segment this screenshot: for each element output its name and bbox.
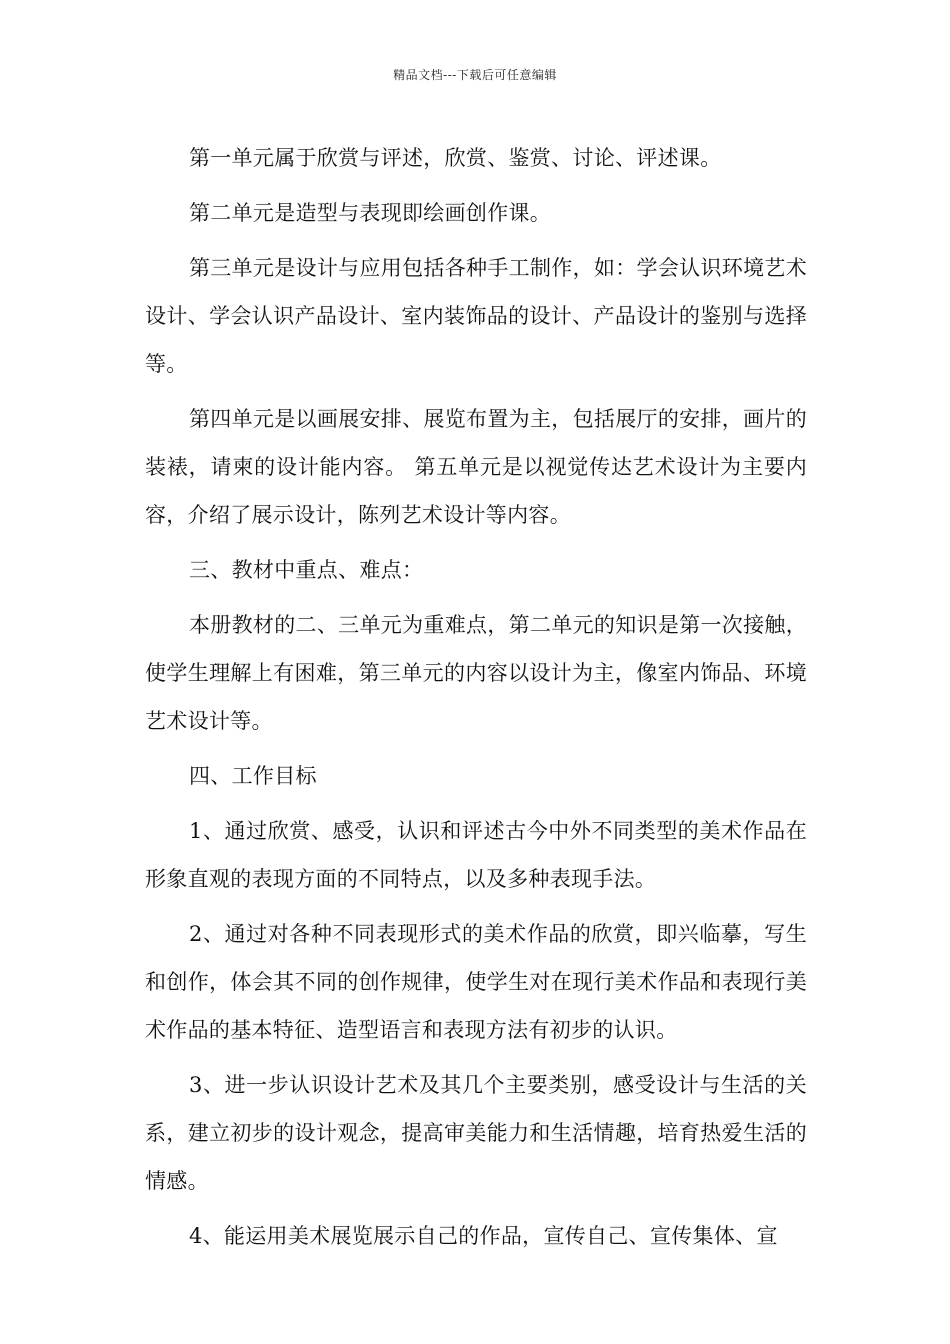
section-heading-key-points: 三、教材中重点、难点： [189,558,424,582]
paragraph-goal-3: 3、进一步认识设计艺术及其几个主要类别，感受设计与生活的关系，建立初步的设计观念，提高审美能力和生活情趣，培育热爱生活的情感。 [145,1073,807,1193]
page-header: 精品文档---下载后可任意编辑 [393,68,557,82]
paragraph-unit-2: 第二单元是造型与表现即绘画创作课。 [189,201,552,225]
paragraph-goal-2: 2、通过对各种不同表现形式的美术作品的欣赏，即兴临摹，写生和创作，体会其不同的创作规律，使学生对在现行美术作品和表现行美术作品的基本特征、造型语言和表现方法有初步的认识。 [145,922,807,1042]
section-heading-work-goals: 四、工作目标 [189,764,317,788]
paragraph-goal-1: 1、通过欣赏、感受，认识和评述古今中外不同类型的美术作品在形象直观的表现方面的不同特点，以及多种表现手法。 [145,819,807,891]
paragraph-key-points: 本册教材的二、三单元为重难点，第二单元的知识是第一次接触，使学生理解上有困难，第三单元的内容以设计为主，像室内饰品、环境艺术设计等。 [145,613,807,733]
document-body [145,134,807,1267]
paragraph-unit-1: 第一单元属于欣赏与评述，欣赏、鉴赏、讨论、评述课。 [189,146,722,170]
paragraph-unit-4-5: 第四单元是以画展安排、展览布置为主，包括展厅的安排，画片的装裱，请柬的设计能内容。 第五单元是以视觉传达艺术设计为主要内容，介绍了展示设计，陈列艺术设计等内容。 [145,407,807,527]
paragraph-goal-4: 4、能运用美术展览展示自己的作品，宣传自己、宣传集体、宣 [189,1224,778,1248]
paragraph-unit-3: 第三单元是设计与应用包括各种手工制作，如：学会认识环境艺术设计、学会认识产品设计、室内装饰品的设计、产品设计的鉴别与选择等。 [145,256,807,376]
